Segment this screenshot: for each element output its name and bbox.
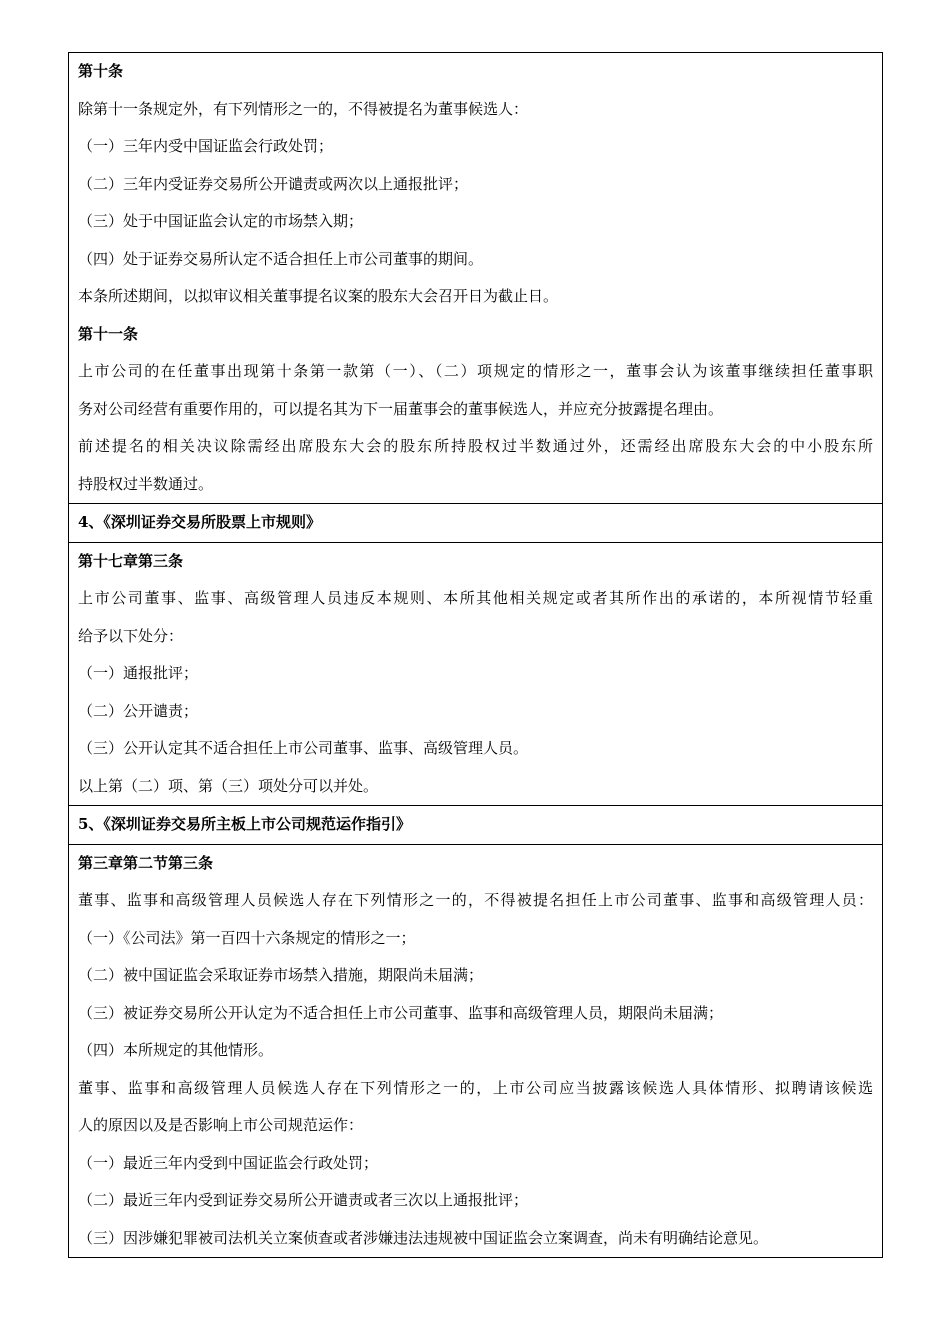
paragraph-line: （一）三年内受中国证监会行政处罚； [78, 137, 334, 155]
paragraph-line: （四）处于证券交易所认定不适合担任上市公司董事的期间。 [78, 249, 484, 268]
paragraph-line: （三）处于中国证监会认定的市场禁入期； [78, 212, 364, 230]
table-cell [69, 53, 882, 503]
section-heading: 5、《深圳证券交易所主板上市公司规范运作指引》 [78, 815, 411, 833]
paragraph-line: 持股权过半数通过。 [78, 474, 214, 493]
paragraph-line: 本条所述期间，以拟审议相关董事提名议案的股东大会召开日为截止日。 [78, 287, 559, 305]
paragraph-line: （一）通报批评； [78, 664, 199, 682]
paragraph-line: （二）被中国证监会采取证券市场禁入措施，期限尚未届满； [78, 966, 484, 984]
section-heading: 第十条 [78, 62, 124, 80]
paragraph-line: 上市公司的在任董事出现第十条第一款第（一）、（二）项规定的情形之一，董事会认为该董事继续担任董事职 [78, 362, 873, 380]
paragraph-line: （一）最近三年内受到中国证监会行政处罚； [78, 1153, 379, 1172]
paragraph-line: 务对公司经营有重要作用的，可以提名其为下一届董事会的董事候选人，并应充分披露提名理由。 [78, 399, 724, 418]
paragraph-line: 上市公司董事、监事、高级管理人员违反本规则、本所其他相关规定或者其所作出的承诺的，本所视情节轻重 [78, 589, 873, 607]
paragraph-line: 前述提名的相关决议除需经出席股东大会的股东所持股权过半数通过外，还需经出席股东大会的中小股东所 [78, 437, 873, 455]
paragraph-line: 给予以下处分： [78, 626, 184, 645]
paragraph-line: （四）本所规定的其他情形。 [78, 1041, 274, 1059]
paragraph-line: （三）被证券交易所公开认定为不适合担任上市公司董事、监事和高级管理人员，期限尚未届满； [78, 1003, 724, 1022]
paragraph-line: （一）《公司法》第一百四十六条规定的情形之一； [78, 928, 416, 947]
paragraph-line: 董事、监事和高级管理人员候选人存在下列情形之一的，不得被提名担任上市公司董事、监事和高级管理人员： [78, 891, 873, 909]
table-cell [69, 805, 882, 844]
regulation-table [68, 52, 883, 1258]
section-heading: 第十一条 [78, 324, 139, 343]
paragraph-line: （二）三年内受证券交易所公开谴责或两次以上通报批评； [78, 174, 469, 193]
paragraph-line: 董事、监事和高级管理人员候选人存在下列情形之一的，上市公司应当披露该候选人具体情形、拟聘请该候选 [78, 1078, 873, 1097]
section-heading: 第三章第二节第三条 [78, 853, 214, 872]
paragraph-line: 人的原因以及是否影响上市公司规范运作： [78, 1116, 364, 1134]
paragraph-line: （二）最近三年内受到证券交易所公开谴责或者三次以上通报批评； [78, 1191, 529, 1209]
paragraph-line: （二）公开谴责； [78, 701, 199, 720]
section-heading: 4、《深圳证券交易所股票上市规则》 [78, 513, 321, 531]
paragraph-line: （三）公开认定其不适合担任上市公司董事、监事、高级管理人员。 [78, 739, 529, 757]
table-cell [69, 542, 882, 806]
paragraph-line: （三）因涉嫌犯罪被司法机关立案侦查或者涉嫌违法违规被中国证监会立案调查，尚未有明确结论意见。 [78, 1228, 769, 1247]
paragraph-line: 除第十一条规定外，有下列情形之一的，不得被提名为董事候选人： [78, 99, 529, 118]
paragraph-line: 以上第（二）项、第（三）项处分可以并处。 [78, 776, 379, 795]
table-cell [69, 503, 882, 542]
section-heading: 第十七章第三条 [78, 551, 184, 570]
table-cell [69, 844, 882, 1258]
